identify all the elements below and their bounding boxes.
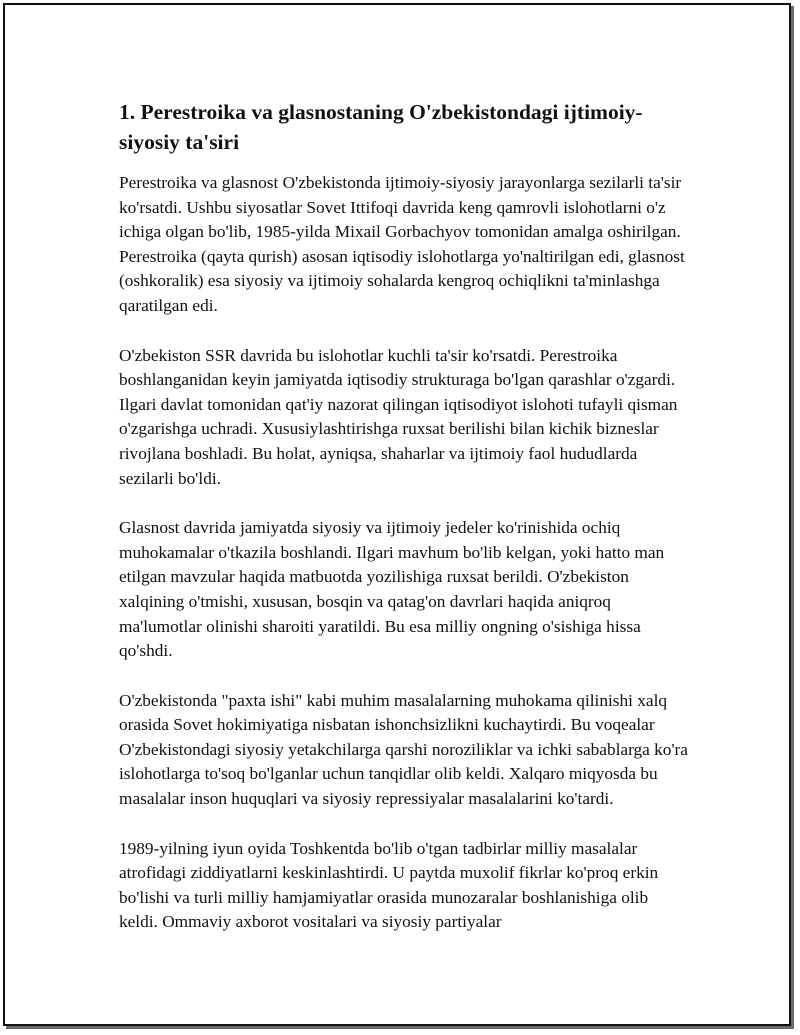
paragraph-3: Glasnost davrida jamiyatda siyosiy va ijtimoiy jedeler ko'rinishida ochiq muhokamalar o'tkazila boshlandi. Ilgari mavhum bo'lib kelgan, yoki hatto man etilgan mavzular haqida matbuotda yozilishiga ruxsat berildi. O'zbekiston xalqining o'tmishi, xususan, bosqin va qatag'on davrlari haqida aniqroq ma'lumotlar olinishi sharoiti yaratildi. Bu esa milliy ongning o'sishiga hissa qo'shdi.	[119, 518, 665, 661]
article-content	[119, 97, 689, 960]
paragraph-5: 1989-yilning iyun oyida Toshkentda bo'lib o'tgan tadbirlar milliy masalalar atrofidagi ziddiyatlarni keskinlashtirdi. U paytda muxolif fikrlar ko'proq erkin bo'lishi va turli milliy hamjamiyatlar orasida munozaralar boshlanishiga olib keldi. Ommaviy axborot vositalari va siyosiy partiyalar	[119, 838, 659, 932]
paragraph-2: O'zbekiston SSR davrida bu islohotlar kuchli ta'sir ko'rsatdi. Perestroika boshlanganidan keyin jamiyatda iqtisodiy strukturaga bo'lgan qarashlar o'zgardi. Ilgari davlat tomonidan qat'iy nazorat qilingan iqtisodiyot islohoti tufayli qisman o'zgarishga uchradi. Xususiylashtirishga ruxsat berilishi bilan kichik bizneslar rivojlana boshladi. Bu holat, ayniqsa, shaharlar va ijtimoiy faol hududlarda sezilarli bo'ldi.	[119, 345, 678, 488]
section-heading: 1. Perestroika va glasnostaning O'zbekistondagi ijtimoiy-siyosiy ta'siri	[119, 100, 643, 154]
document-page	[3, 3, 791, 1026]
paragraph-1: Perestroika va glasnost O'zbekistonda ijtimoiy-siyosiy jarayonlarga sezilarli ta'sir ko'rsatdi. Ushbu siyosatlar Sovet Ittifoqi davrida keng qamrovli islohotlarni o'z ichiga olgan bo'lib, 1985-yilda Mixail Gorbachyov tomonidan amalga oshirilgan. Perestroika (qayta qurish) asosan iqtisodiy islohotlarga yo'naltirilgan edi, glasnost (oshkoralik) esa siyosiy va ijtimoiy sohalarda kengroq ochiqlikni ta'minlashga qaratilgan edi.	[119, 173, 685, 315]
paragraph-4: O'zbekistonda "paxta ishi" kabi muhim masalalarning muhokama qilinishi xalq orasida Sovet hokimiyatiga nisbatan ishonchsizlikni kuchaytirdi. Bu voqealar O'zbekistondagi siyosiy yetakchilarga qarshi noroziliklar va ichki sabablarga ko'ra islohotlarga to'soq bo'lganlar uchun tanqidlar olib keldi. Xalqaro miqyosda bu masalalar inson huquqlari va siyosiy repressiyalar masalalarini ko'tardi.	[119, 690, 688, 809]
